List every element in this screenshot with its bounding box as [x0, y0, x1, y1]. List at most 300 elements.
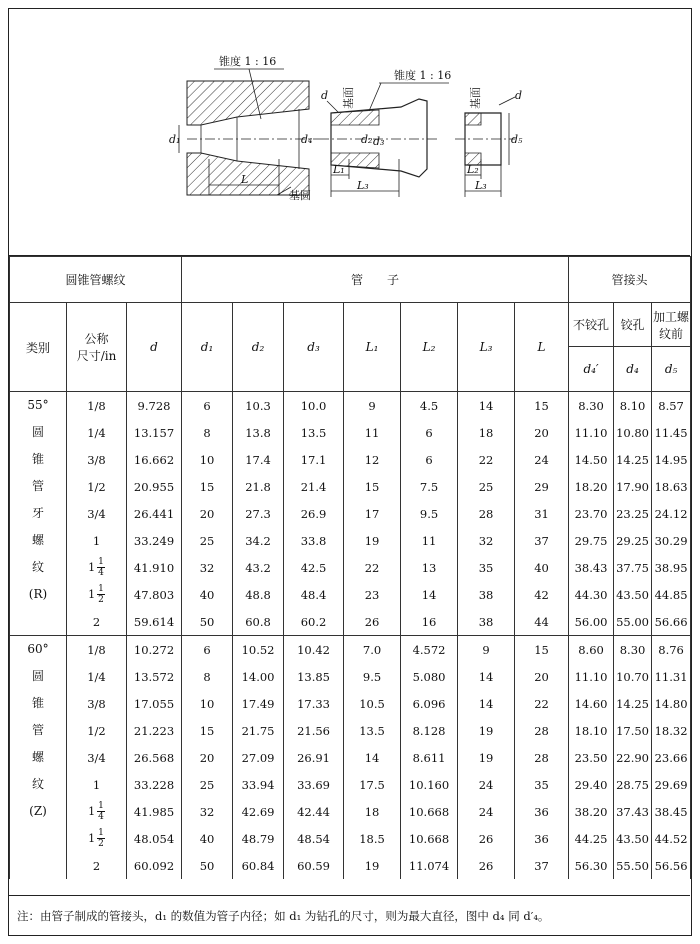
size-whole: 1 — [88, 588, 96, 601]
cell-L1: 17 — [344, 500, 401, 527]
cell-d2: 21.75 — [233, 717, 284, 744]
cell-d4p: 44.30 — [569, 581, 614, 608]
cell-d1: 25 — [182, 527, 233, 554]
cell-d4p: 56.00 — [569, 608, 614, 636]
header-before-thread-line1: 加工螺 — [653, 309, 690, 324]
cell-L1: 10.5 — [344, 690, 401, 717]
cell-L: 37 — [515, 527, 569, 554]
cell-d2: 60.84 — [233, 852, 284, 879]
header-before-thread — [652, 303, 691, 347]
cell-d4p: 23.70 — [569, 500, 614, 527]
cell-d2: 10.3 — [233, 392, 284, 420]
cell-d3: 17.33 — [284, 690, 344, 717]
header-d: d — [127, 303, 182, 392]
cell-L: 28 — [515, 744, 569, 771]
size-cell: 1/8 — [67, 392, 127, 420]
cell-d3: 17.1 — [284, 446, 344, 473]
cell-L: 15 — [515, 636, 569, 664]
category-cell — [10, 392, 67, 636]
cell-L2: 9.5 — [401, 500, 458, 527]
size-denominator: 4 — [98, 812, 104, 822]
cell-d1: 50 — [182, 608, 233, 636]
category-char: 螺 — [31, 533, 44, 547]
cell-d2: 42.69 — [233, 798, 284, 825]
cell-d4p: 38.20 — [569, 798, 614, 825]
cell-L1: 19 — [344, 527, 401, 554]
cell-d4p: 44.25 — [569, 825, 614, 852]
category-char: 圆 — [31, 425, 44, 439]
cell-L1: 14 — [344, 744, 401, 771]
cell-L: 42 — [515, 581, 569, 608]
cell-d4p: 8.30 — [569, 392, 614, 420]
cell-d: 60.092 — [127, 852, 182, 879]
header-d1: d₁ — [182, 303, 233, 392]
cell-d4: 55.00 — [614, 608, 652, 636]
taper-label-left: 锥度 1 : 16 — [219, 55, 277, 68]
cell-L1: 17.5 — [344, 771, 401, 798]
cell-d3: 33.8 — [284, 527, 344, 554]
header-pipe: 管 子 — [182, 257, 569, 303]
cell-d3: 33.69 — [284, 771, 344, 798]
size-cell — [67, 554, 127, 581]
cell-L: 24 — [515, 446, 569, 473]
size-cell: 1/2 — [67, 717, 127, 744]
sym-d5-right: d₅ — [511, 133, 523, 146]
size-cell: 1 — [67, 527, 127, 554]
cell-L2: 8.611 — [401, 744, 458, 771]
cell-d: 48.054 — [127, 825, 182, 852]
cell-L1: 11 — [344, 419, 401, 446]
header-L: L — [515, 303, 569, 392]
cell-d2: 27.3 — [233, 500, 284, 527]
base-circle-label: 基圆 — [289, 189, 311, 202]
size-numerator: 1 — [98, 584, 104, 594]
cell-d: 21.223 — [127, 717, 182, 744]
cell-d4p: 11.10 — [569, 419, 614, 446]
cell-L: 15 — [515, 392, 569, 420]
cell-d2: 43.2 — [233, 554, 284, 581]
category-char: 管 — [31, 723, 44, 737]
cell-L3: 24 — [458, 798, 515, 825]
header-taper-thread: 圆锥管螺纹 — [10, 257, 182, 303]
cell-d5: 56.66 — [652, 608, 691, 636]
category-char: (R) — [28, 587, 48, 601]
table-row — [10, 554, 691, 581]
header-d3: d₃ — [284, 303, 344, 392]
header-row-2 — [10, 303, 691, 347]
cell-L3: 32 — [458, 527, 515, 554]
category-char: 纹 — [31, 777, 44, 791]
cell-d2: 48.8 — [233, 581, 284, 608]
size-numerator: 1 — [98, 828, 104, 838]
cell-L2: 11.074 — [401, 852, 458, 879]
cell-d2: 33.94 — [233, 771, 284, 798]
size-whole: 1 — [88, 805, 96, 818]
cell-L3: 26 — [458, 852, 515, 879]
header-d4-prime: d₄′ — [569, 347, 614, 392]
category-char: 纹 — [31, 560, 44, 574]
cell-d5: 38.45 — [652, 798, 691, 825]
cell-d4p: 18.20 — [569, 473, 614, 500]
sym-d1-left: d₁ — [169, 133, 181, 146]
cell-d3: 48.54 — [284, 825, 344, 852]
table-row — [10, 500, 691, 527]
cell-d5: 38.95 — [652, 554, 691, 581]
cell-d4: 43.50 — [614, 825, 652, 852]
cell-d3: 21.56 — [284, 717, 344, 744]
cell-d: 13.572 — [127, 663, 182, 690]
table-row — [10, 636, 691, 664]
cell-L: 36 — [515, 825, 569, 852]
cell-L2: 6 — [401, 419, 458, 446]
cell-d3: 60.59 — [284, 852, 344, 879]
header-row-1 — [10, 257, 691, 303]
cell-d5: 11.31 — [652, 663, 691, 690]
cell-d4p: 14.60 — [569, 690, 614, 717]
table-row — [10, 446, 691, 473]
cell-d4: 22.90 — [614, 744, 652, 771]
cell-d5: 11.45 — [652, 419, 691, 446]
table-body — [10, 392, 691, 880]
size-numerator: 1 — [98, 801, 104, 811]
cell-d2: 21.8 — [233, 473, 284, 500]
header-d5: d₅ — [652, 347, 691, 392]
cell-L3: 26 — [458, 825, 515, 852]
cell-L1: 9 — [344, 392, 401, 420]
cell-L2: 7.5 — [401, 473, 458, 500]
cell-d3: 10.0 — [284, 392, 344, 420]
thread-diagram — [9, 9, 690, 256]
cell-d3: 26.9 — [284, 500, 344, 527]
cell-d: 9.728 — [127, 392, 182, 420]
cell-d3: 48.4 — [284, 581, 344, 608]
cell-d1: 40 — [182, 581, 233, 608]
cell-L: 20 — [515, 663, 569, 690]
cell-d: 10.272 — [127, 636, 182, 664]
cell-d1: 6 — [182, 392, 233, 420]
cell-d4: 17.50 — [614, 717, 652, 744]
cell-d5: 8.76 — [652, 636, 691, 664]
cell-L3: 38 — [458, 581, 515, 608]
cell-d2: 27.09 — [233, 744, 284, 771]
cell-d: 33.249 — [127, 527, 182, 554]
cell-d: 26.568 — [127, 744, 182, 771]
table-row — [10, 717, 691, 744]
cell-d2: 17.49 — [233, 690, 284, 717]
cell-d3: 26.91 — [284, 744, 344, 771]
cell-d5: 23.66 — [652, 744, 691, 771]
header-joint: 管接头 — [569, 257, 691, 303]
sym-d4-left: d₄ — [301, 133, 313, 146]
cell-d4: 8.30 — [614, 636, 652, 664]
cell-d4: 23.25 — [614, 500, 652, 527]
size-denominator: 4 — [98, 568, 104, 578]
cell-d4: 10.70 — [614, 663, 652, 690]
cell-d4: 8.10 — [614, 392, 652, 420]
table-row — [10, 690, 691, 717]
cell-d5: 44.52 — [652, 825, 691, 852]
cell-d: 20.955 — [127, 473, 182, 500]
cell-d3: 42.5 — [284, 554, 344, 581]
cell-d2: 34.2 — [233, 527, 284, 554]
size-cell — [67, 581, 127, 608]
header-nominal-line1: 公称 — [84, 332, 109, 346]
cell-d5: 18.63 — [652, 473, 691, 500]
cell-L1: 13.5 — [344, 717, 401, 744]
cell-L3: 28 — [458, 500, 515, 527]
page-frame — [8, 8, 692, 936]
cell-L2: 14 — [401, 581, 458, 608]
cell-L3: 14 — [458, 392, 515, 420]
category-char: 55° — [27, 398, 49, 412]
cell-d4p: 23.50 — [569, 744, 614, 771]
taper-label-right: 锥度 1 : 16 — [394, 69, 452, 82]
cell-d1: 6 — [182, 636, 233, 664]
header-no-ream: 不铰孔 — [569, 303, 614, 347]
cell-L3: 19 — [458, 717, 515, 744]
table-row — [10, 419, 691, 446]
table-row — [10, 581, 691, 608]
base-face-label-2: 基面 — [469, 87, 482, 109]
category-char: 锥 — [31, 696, 44, 710]
cell-d1: 20 — [182, 500, 233, 527]
cell-d4: 37.43 — [614, 798, 652, 825]
cell-L: 31 — [515, 500, 569, 527]
category-char: 圆 — [31, 669, 44, 683]
header-L2: L₂ — [401, 303, 458, 392]
cell-L: 22 — [515, 690, 569, 717]
size-cell: 1/4 — [67, 419, 127, 446]
diagram-svg — [9, 9, 690, 255]
cell-d1: 50 — [182, 852, 233, 879]
table-row — [10, 852, 691, 879]
cell-d4: 10.80 — [614, 419, 652, 446]
cell-L: 36 — [515, 798, 569, 825]
cell-d: 41.985 — [127, 798, 182, 825]
cell-d1: 8 — [182, 663, 233, 690]
cell-L3: 19 — [458, 744, 515, 771]
cell-d4: 28.75 — [614, 771, 652, 798]
header-d4: d₄ — [614, 347, 652, 392]
size-cell: 2 — [67, 608, 127, 636]
cell-L3: 35 — [458, 554, 515, 581]
size-cell: 3/8 — [67, 446, 127, 473]
cell-d5: 14.95 — [652, 446, 691, 473]
sym-L2-right: L₂ — [467, 163, 479, 176]
cell-L2: 11 — [401, 527, 458, 554]
header-nominal — [67, 303, 127, 392]
table-row — [10, 771, 691, 798]
cell-d: 47.803 — [127, 581, 182, 608]
size-cell: 3/4 — [67, 744, 127, 771]
size-denominator: 2 — [98, 595, 104, 605]
cell-d2: 17.4 — [233, 446, 284, 473]
header-L1: L₁ — [344, 303, 401, 392]
cell-L2: 6.096 — [401, 690, 458, 717]
sym-L-left: L — [241, 173, 249, 186]
cell-d3: 13.85 — [284, 663, 344, 690]
cell-L3: 14 — [458, 690, 515, 717]
cell-d4: 14.25 — [614, 690, 652, 717]
cell-L2: 16 — [401, 608, 458, 636]
cell-L1: 26 — [344, 608, 401, 636]
cell-d: 26.441 — [127, 500, 182, 527]
sym-d-right: d — [515, 89, 523, 102]
cell-L: 35 — [515, 771, 569, 798]
footnote: 注：由管子制成的管接头，d₁ 的数值为管子内径；如 d₁ 为钻孔的尺寸，则为最大直径，图中 d₄ 同 d′₄。 — [9, 895, 690, 935]
cell-d: 33.228 — [127, 771, 182, 798]
sym-d3-mid: d₃ — [373, 135, 385, 148]
cell-d1: 10 — [182, 690, 233, 717]
cell-L2: 10.160 — [401, 771, 458, 798]
cell-d5: 30.29 — [652, 527, 691, 554]
cell-d2: 10.52 — [233, 636, 284, 664]
table-row — [10, 663, 691, 690]
cell-L: 29 — [515, 473, 569, 500]
cell-d1: 40 — [182, 825, 233, 852]
size-cell — [67, 825, 127, 852]
thread-dimension-table — [9, 256, 691, 879]
category-cell — [10, 636, 67, 880]
base-face-label-1: 基面 — [342, 87, 355, 109]
cell-d4p: 11.10 — [569, 663, 614, 690]
size-cell: 1/4 — [67, 663, 127, 690]
cell-d4p: 14.50 — [569, 446, 614, 473]
cell-d1: 32 — [182, 798, 233, 825]
internal-thread-view — [179, 69, 319, 195]
cell-L2: 6 — [401, 446, 458, 473]
cell-d5: 8.57 — [652, 392, 691, 420]
header-nominal-line2: 尺寸/in — [76, 349, 117, 363]
cell-d4p: 29.40 — [569, 771, 614, 798]
cell-d1: 32 — [182, 554, 233, 581]
cell-L: 40 — [515, 554, 569, 581]
size-cell: 1 — [67, 771, 127, 798]
cell-L: 20 — [515, 419, 569, 446]
cell-L1: 15 — [344, 473, 401, 500]
cell-d4p: 38.43 — [569, 554, 614, 581]
size-cell: 3/8 — [67, 690, 127, 717]
cell-d1: 15 — [182, 473, 233, 500]
table-row — [10, 825, 691, 852]
cell-L1: 9.5 — [344, 663, 401, 690]
cell-d4: 37.75 — [614, 554, 652, 581]
cell-d3: 42.44 — [284, 798, 344, 825]
cell-d1: 20 — [182, 744, 233, 771]
size-whole: 1 — [88, 561, 96, 574]
size-cell: 3/4 — [67, 500, 127, 527]
cell-d3: 10.42 — [284, 636, 344, 664]
cell-d: 41.910 — [127, 554, 182, 581]
cell-L3: 25 — [458, 473, 515, 500]
cell-d2: 13.8 — [233, 419, 284, 446]
sym-d-mid: d — [321, 89, 329, 102]
cell-d2: 14.00 — [233, 663, 284, 690]
table-row — [10, 798, 691, 825]
cell-d4p: 29.75 — [569, 527, 614, 554]
size-cell: 1/8 — [67, 636, 127, 664]
cell-L2: 8.128 — [401, 717, 458, 744]
cell-d: 59.614 — [127, 608, 182, 636]
cell-L3: 22 — [458, 446, 515, 473]
cell-d: 13.157 — [127, 419, 182, 446]
cell-d1: 25 — [182, 771, 233, 798]
table-row — [10, 608, 691, 636]
cell-d4p: 18.10 — [569, 717, 614, 744]
size-fraction — [97, 801, 105, 822]
size-cell: 2 — [67, 852, 127, 879]
cell-L1: 18 — [344, 798, 401, 825]
cell-L: 37 — [515, 852, 569, 879]
cell-d4p: 56.30 — [569, 852, 614, 879]
header-ream: 铰孔 — [614, 303, 652, 347]
cell-d4: 43.50 — [614, 581, 652, 608]
sym-d2-mid: d₂ — [361, 133, 373, 146]
cell-d4: 55.50 — [614, 852, 652, 879]
cell-d5: 24.12 — [652, 500, 691, 527]
cell-d3: 60.2 — [284, 608, 344, 636]
cell-L3: 18 — [458, 419, 515, 446]
cell-L3: 9 — [458, 636, 515, 664]
cell-L3: 24 — [458, 771, 515, 798]
header-L3: L₃ — [458, 303, 515, 392]
cell-L1: 22 — [344, 554, 401, 581]
cell-d: 17.055 — [127, 690, 182, 717]
cell-L2: 4.5 — [401, 392, 458, 420]
category-char: 牙 — [31, 506, 44, 520]
cell-L1: 19 — [344, 852, 401, 879]
cell-d1: 15 — [182, 717, 233, 744]
cell-L2: 5.080 — [401, 663, 458, 690]
cell-L1: 23 — [344, 581, 401, 608]
size-fraction — [97, 557, 105, 578]
cell-d5: 18.32 — [652, 717, 691, 744]
cell-d2: 60.8 — [233, 608, 284, 636]
category-char: 管 — [31, 479, 44, 493]
cell-d2: 48.79 — [233, 825, 284, 852]
cell-L2: 10.668 — [401, 798, 458, 825]
cell-d4: 29.25 — [614, 527, 652, 554]
cell-d5: 29.69 — [652, 771, 691, 798]
cell-L2: 13 — [401, 554, 458, 581]
cell-d5: 44.85 — [652, 581, 691, 608]
cell-L3: 14 — [458, 663, 515, 690]
cell-L1: 18.5 — [344, 825, 401, 852]
cell-d5: 56.56 — [652, 852, 691, 879]
cell-L: 44 — [515, 608, 569, 636]
cell-L2: 4.572 — [401, 636, 458, 664]
size-numerator: 1 — [98, 557, 104, 567]
cell-d: 16.662 — [127, 446, 182, 473]
cell-d3: 21.4 — [284, 473, 344, 500]
cell-L2: 10.668 — [401, 825, 458, 852]
cell-L3: 38 — [458, 608, 515, 636]
size-whole: 1 — [88, 832, 96, 845]
table-row — [10, 744, 691, 771]
size-fraction — [97, 828, 105, 849]
cell-d1: 8 — [182, 419, 233, 446]
cell-d1: 10 — [182, 446, 233, 473]
cell-L: 28 — [515, 717, 569, 744]
header-category: 类别 — [10, 303, 67, 392]
size-fraction — [97, 584, 105, 605]
sym-L1-mid: L₁ — [333, 163, 345, 176]
cell-L1: 7.0 — [344, 636, 401, 664]
cell-d4: 14.25 — [614, 446, 652, 473]
cell-L1: 12 — [344, 446, 401, 473]
header-before-thread-line2: 纹前 — [659, 326, 684, 341]
size-denominator: 2 — [98, 839, 104, 849]
